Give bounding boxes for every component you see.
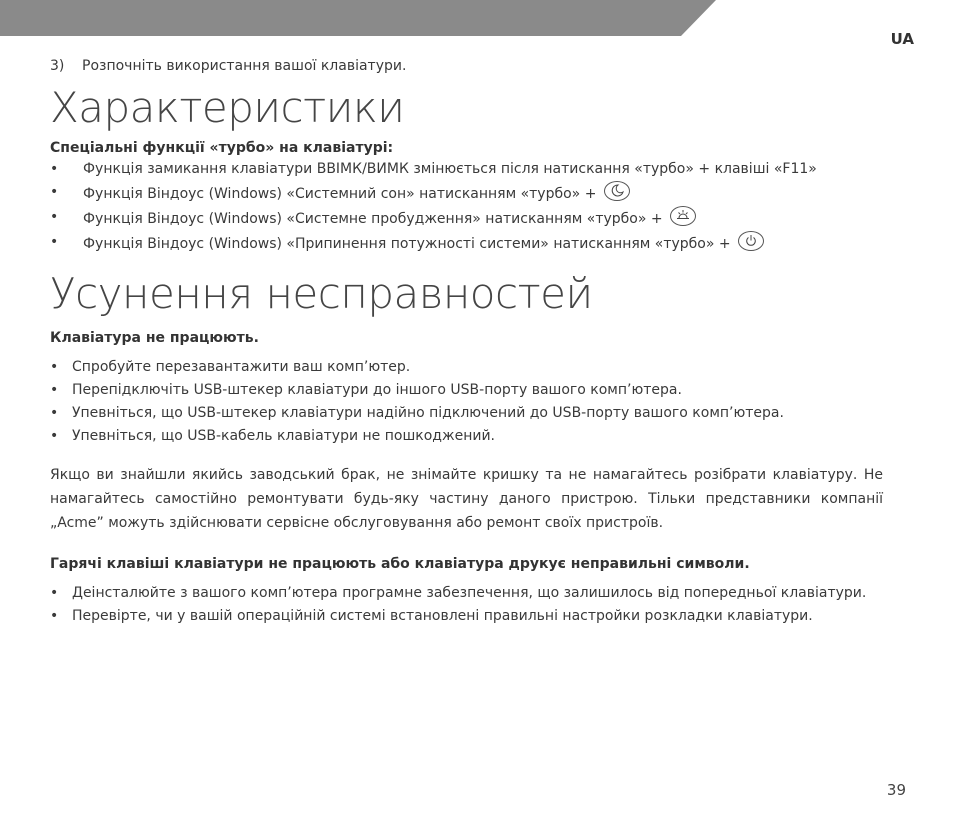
list-item: • Деінсталюйте з вашого комп’ютера програмне забезпечення, що залишилось від попередньої клавіатури. (50, 585, 867, 601)
list-item: • Перепідключіть USB-штекер клавіатури до іншого USB-порту вашого комп’ютера. (50, 382, 682, 398)
list-item: • Функція замикання клавіатури ВВІМК/ВИМК змінюється після натискання «турбо» + клавіші «F11» (50, 161, 817, 177)
page-content (50, 56, 883, 628)
list-item: • Упевніться, що USB-штекер клавіатури надійно підключений до USB-порту вашого комп’ютера. (50, 405, 784, 421)
list-item: • Упевніться, що USB-кабель клавіатури не пошкоджений. (50, 428, 495, 444)
list-item: • Функція Віндоус (Windows) «Системне пробудження» натисканням «турбо» + (50, 206, 883, 231)
section1-title: Клавіатура не працюють. (50, 330, 259, 346)
section2-title: Гарячі клавіші клавіатури не працюють або клавіатура друкує неправильні символи. (50, 556, 750, 572)
language-label: UA (890, 30, 914, 48)
features-list (50, 158, 883, 256)
list-item: • Перевірте, чи у вашій операційній системі встановлені правильні настройки розкладки клавіатури. (50, 608, 813, 624)
troubleshooting-heading: Усунення несправностей (50, 269, 593, 318)
features-heading: Характеристики (50, 83, 405, 132)
features-subtitle: Спеціальні функції «турбо» на клавіатурі: (50, 140, 394, 156)
power-icon (738, 231, 764, 251)
step-number: 3) (50, 58, 65, 74)
list-item: • Спробуйте перезавантажити ваш комп’ютер. (50, 359, 411, 375)
warranty-paragraph: Якщо ви знайшли якийсь заводський брак, не знімайте кришку та не намагайтесь розібрати клавіатуру. Не намагайтесь самостійно ремонтувати будь-яку частину даного пристрою. Тільки представники компанії „Acme” можуть здійснювати сервісне обслуговування або ремонт своїх пристроїв. (50, 467, 883, 531)
page-number: 39 (886, 781, 906, 799)
list-item: • Функція Віндоус (Windows) «Системний сон» натисканням «турбо» + (50, 181, 883, 206)
list-item: • Функція Віндоус (Windows) «Припинення потужності системи» натисканням «турбо» + (50, 231, 883, 256)
step-3 (50, 56, 883, 76)
moon-icon (604, 181, 630, 201)
step-text: Розпочніть використання вашої клавіатури. (82, 58, 407, 74)
header-bar (0, 0, 954, 36)
section1-list (50, 356, 883, 448)
section2-list (50, 582, 883, 628)
sunrise-icon (670, 206, 696, 226)
